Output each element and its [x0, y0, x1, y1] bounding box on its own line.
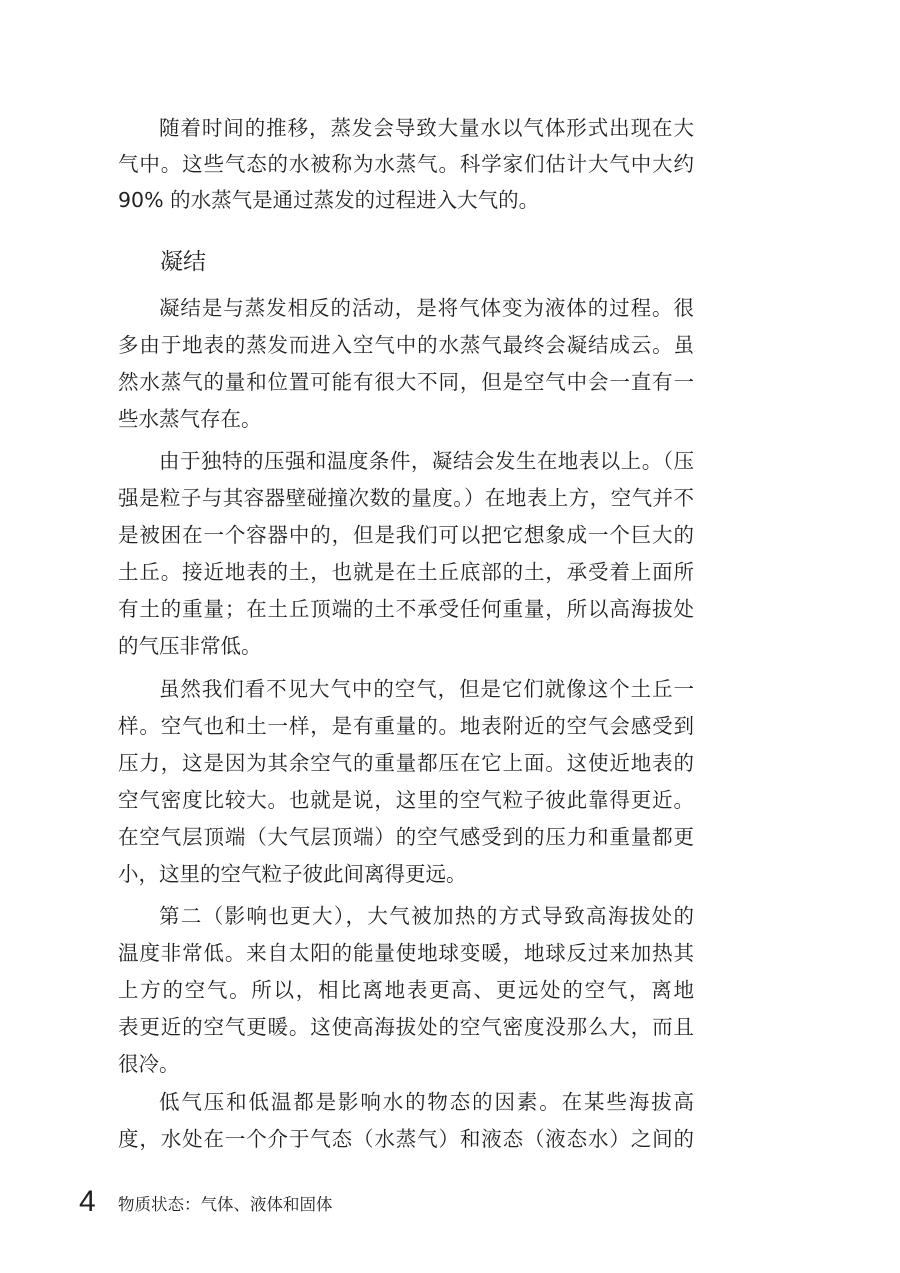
text-line: 度，水处在一个介于气态（水蒸气）和液态（液态水）之间的 — [118, 1127, 694, 1151]
running-footer-title: 物质状态：气体、液体和固体 — [118, 1195, 333, 1214]
text-line: 土丘。接近地表的土，也就是在土丘底部的土，承受着上面所 — [118, 560, 694, 584]
text-line: 压力，这是因为其余空气的重量都压在它上面。这使近地表的 — [118, 751, 694, 775]
section-heading: 凝结 — [160, 249, 206, 275]
paragraph-condensation-definition — [118, 290, 694, 438]
text-line: 强是粒子与其容器壁碰撞次数的量度。）在地表上方，空气并不 — [118, 486, 694, 510]
text-line: 空气密度比较大。也就是说，这里的空气粒子彼此靠得更近。 — [118, 788, 694, 812]
text-line: 小，这里的空气粒子彼此间离得更远。 — [118, 862, 467, 886]
paragraph-air-weight — [118, 671, 694, 893]
text-line: 很冷。 — [118, 1052, 180, 1076]
text-line: 多由于地表的蒸发而进入空气中的水蒸气最终会凝结成云。虽 — [118, 333, 694, 357]
text-line: 气中。这些气态的水被称为水蒸气。科学家们估计大气中大约 — [118, 152, 694, 176]
paragraph-low-pressure-temperature — [118, 1084, 694, 1158]
text-line: 有土的重量；在土丘顶端的土不承受任何重量，所以高海拔处 — [118, 597, 694, 621]
text-line: 低气压和低温都是影响水的物态的因素。在某些海拔高 — [159, 1090, 694, 1114]
text-line: 上方的空气。所以，相比离地表更高、更远处的空气，离地 — [118, 978, 694, 1002]
text-line: 虽然我们看不见大气中的空气，但是它们就像这个土丘一 — [159, 677, 694, 701]
text-line: 随着时间的推移，蒸发会导致大量水以气体形式出现在大 — [159, 116, 694, 140]
paragraph-temperature — [118, 898, 694, 1083]
text-line: 些水蒸气存在。 — [118, 407, 262, 431]
text-line: 90% 的水蒸气是通过蒸发的过程进入大气的。 — [118, 188, 540, 212]
paragraph-pressure — [118, 443, 694, 665]
text-line: 是被困在一个容器中的，但是我们可以把它想象成一个巨大的 — [118, 523, 694, 547]
paragraph-evaporation — [118, 110, 694, 218]
page-number: 4 — [79, 1185, 96, 1218]
text-line: 样。空气也和土一样，是有重量的。地表附近的空气会感受到 — [118, 714, 694, 738]
text-line: 表更近的空气更暖。这使高海拔处的空气密度没那么大，而且 — [118, 1015, 694, 1039]
text-line: 的气压非常低。 — [118, 634, 262, 658]
text-line: 在空气层顶端（大气层顶端）的空气感受到的压力和重量都更 — [118, 825, 694, 849]
text-line: 第二（影响也更大），大气被加热的方式导致高海拔处的 — [159, 904, 694, 928]
text-line: 由于独特的压强和温度条件，凝结会发生在地表以上。（压 — [159, 449, 694, 473]
text-line: 凝结是与蒸发相反的活动，是将气体变为液体的过程。很 — [159, 296, 694, 320]
text-line: 温度非常低。来自太阳的能量使地球变暖，地球反过来加热其 — [118, 941, 694, 965]
text-line: 然水蒸气的量和位置可能有很大不同，但是空气中会一直有一 — [118, 370, 694, 394]
